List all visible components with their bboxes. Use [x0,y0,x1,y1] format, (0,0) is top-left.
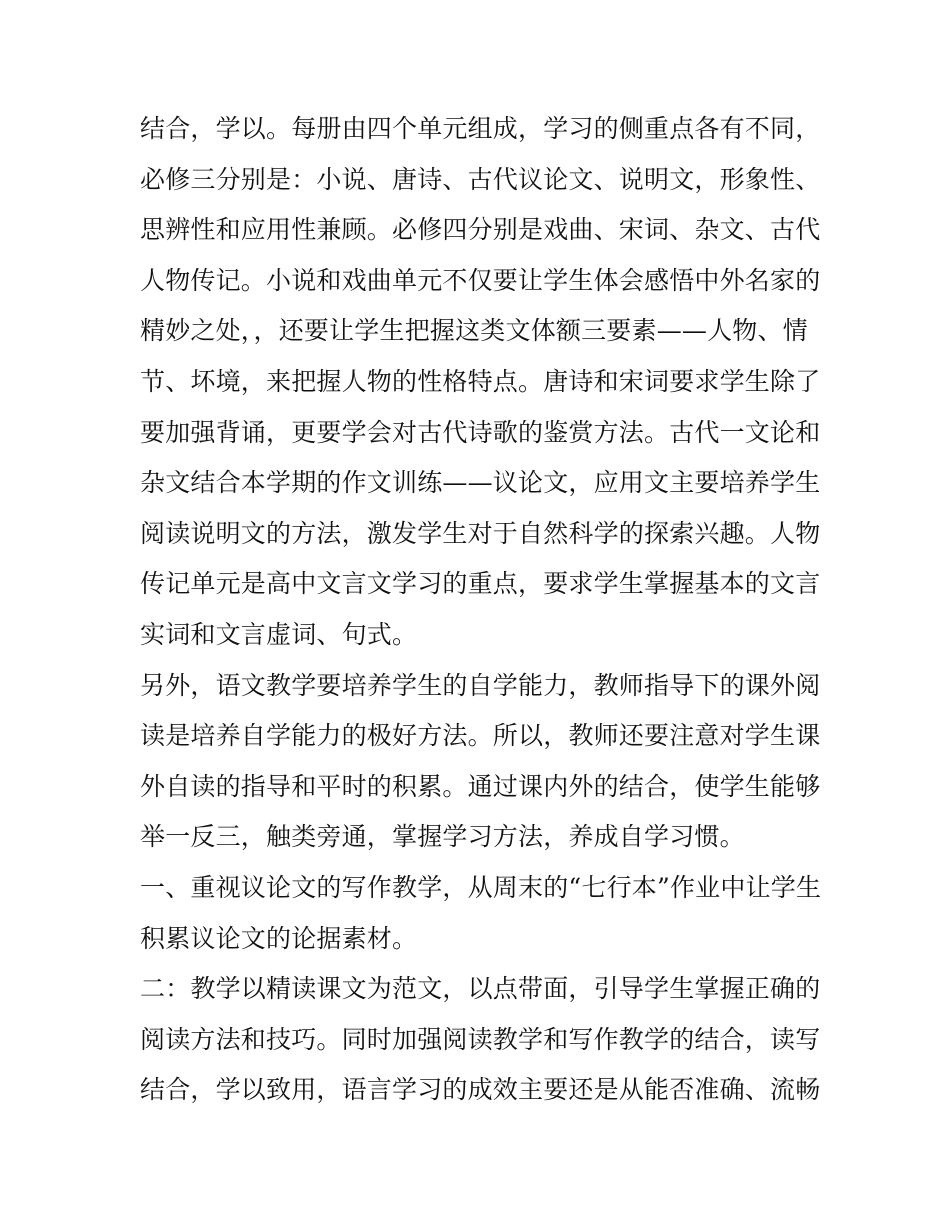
text-line: 人物传记。小说和戏曲单元不仅要让学生体会感悟中外名家的 [140,265,821,295]
text-line: 杂文结合本学期的作文训练——议论文，应用文主要培养学生 [140,468,821,498]
text-line: 二：教学以精读课文为范文，以点带面，引导学生掌握正确的 [140,974,821,1004]
text-line: 精妙之处，，还要让学生把握这类文体额三要素——人物、情 [140,316,808,346]
document-body [140,104,822,1116]
text-line: 一、重视议论文的写作教学，从周末的“七行本”作业中让学生 [140,872,822,902]
text-line: 必修三分别是：小说、唐诗、古代议论文、说明文，形象性、 [140,164,821,194]
text-line: 阅读方法和技巧。同时加强阅读教学和写作教学的结合，读写 [140,1024,821,1054]
text-line: 传记单元是高中文言文学习的重点，要求学生掌握基本的文言 [140,569,821,599]
text-line: 读是培养自学能力的极好方法。所以，教师还要注意对学生课 [140,721,821,751]
text-line: 结合，学以。每册由四个单元组成，学习的侧重点各有不同， [140,114,821,143]
text-line: 实词和文言虚词、句式。 [140,619,418,649]
text-line: 积累议论文的论据素材。 [140,923,418,953]
text-line: 举一反三，触类旁通，掌握学习方法，养成自学习惯。 [140,822,745,852]
text-line: 外自读的指导和平时的积累。通过课内外的结合，使学生能够 [140,771,821,801]
text-line: 另外，语文教学要培养学生的自学能力，教师指导下的课外阅 [140,670,821,700]
text-line: 阅读说明文的方法，激发学生对于自然科学的探索兴趣。人物 [140,518,821,548]
text-line: 结合，学以致用，语言学习的成效主要还是从能否准确、流畅 [140,1075,821,1105]
text-line: 要加强背诵，更要学会对古代诗歌的鉴赏方法。古代一文论和 [140,417,821,447]
text-line: 节、坏境，来把握人物的性格特点。唐诗和宋词要求学生除了 [140,366,821,396]
text-line: 思辨性和应用性兼顾。必修四分别是戏曲、宋词、杂文、古代 [140,215,821,245]
